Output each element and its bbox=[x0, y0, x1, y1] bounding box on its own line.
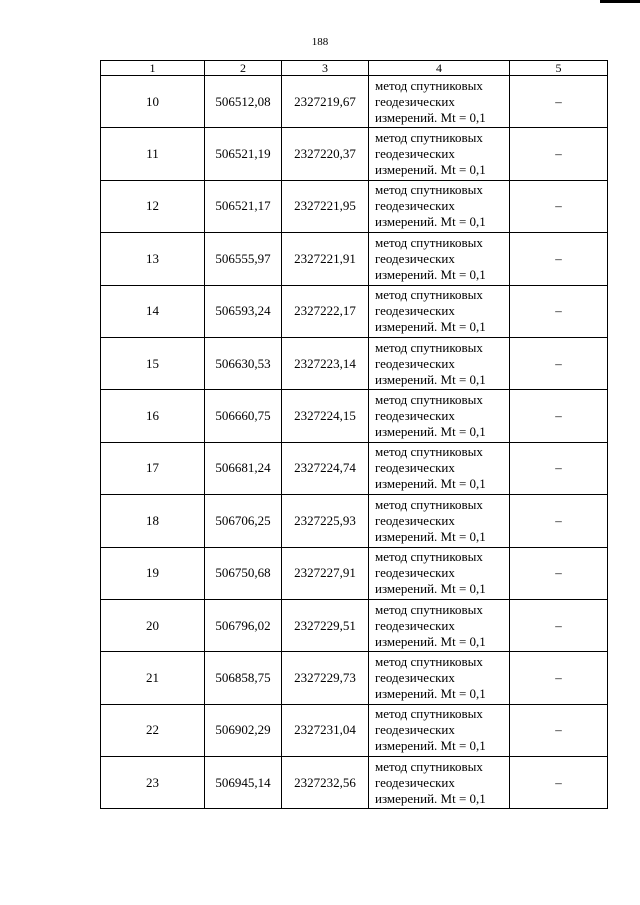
method-line: метод спутниковых bbox=[375, 77, 483, 93]
column-header: 3 bbox=[282, 61, 369, 76]
method-line: геодезических bbox=[375, 617, 455, 633]
method-line: геодезических bbox=[375, 93, 455, 109]
x-coordinate-cell: 506630,53 bbox=[205, 337, 282, 389]
method-line: геодезических bbox=[375, 512, 455, 528]
column-header: 4 bbox=[369, 61, 510, 76]
method-line: измерений. Mt = 0,1 bbox=[375, 738, 486, 754]
x-coordinate-cell: 506521,19 bbox=[205, 128, 282, 180]
method-cell bbox=[369, 495, 510, 547]
method-cell bbox=[369, 285, 510, 337]
table-row bbox=[101, 757, 608, 809]
method-line: измерений. Mt = 0,1 bbox=[375, 162, 486, 178]
method-line: метод спутниковых bbox=[375, 601, 483, 617]
method-cell bbox=[369, 180, 510, 232]
point-number-cell: 12 bbox=[101, 180, 205, 232]
x-coordinate-cell: 506681,24 bbox=[205, 442, 282, 494]
method-cell bbox=[369, 757, 510, 809]
y-coordinate-cell: 2327224,15 bbox=[282, 390, 369, 442]
point-number-cell: 16 bbox=[101, 390, 205, 442]
y-coordinate-cell: 2327221,91 bbox=[282, 233, 369, 285]
point-number-cell: 11 bbox=[101, 128, 205, 180]
method-line: геодезических bbox=[375, 303, 455, 319]
y-coordinate-cell: 2327231,04 bbox=[282, 704, 369, 756]
corner-mark bbox=[600, 0, 640, 3]
note-cell: – bbox=[510, 704, 608, 756]
table-row bbox=[101, 652, 608, 704]
table-row bbox=[101, 337, 608, 389]
method-line: геодезических bbox=[375, 669, 455, 685]
point-number-cell: 14 bbox=[101, 285, 205, 337]
point-number-cell: 18 bbox=[101, 495, 205, 547]
x-coordinate-cell: 506706,25 bbox=[205, 495, 282, 547]
method-line: метод спутниковых bbox=[375, 182, 483, 198]
table-row bbox=[101, 495, 608, 547]
x-coordinate-cell: 506796,02 bbox=[205, 599, 282, 651]
method-line: измерений. Mt = 0,1 bbox=[375, 790, 486, 806]
method-cell bbox=[369, 233, 510, 285]
y-coordinate-cell: 2327227,91 bbox=[282, 547, 369, 599]
method-line: метод спутниковых bbox=[375, 496, 483, 512]
method-line: измерений. Mt = 0,1 bbox=[375, 685, 486, 701]
table-row bbox=[101, 442, 608, 494]
method-line: измерений. Mt = 0,1 bbox=[375, 371, 486, 387]
x-coordinate-cell: 506750,68 bbox=[205, 547, 282, 599]
table-body bbox=[101, 76, 608, 809]
method-line: метод спутниковых bbox=[375, 130, 483, 146]
y-coordinate-cell: 2327229,73 bbox=[282, 652, 369, 704]
method-line: измерений. Mt = 0,1 bbox=[375, 214, 486, 230]
y-coordinate-cell: 2327223,14 bbox=[282, 337, 369, 389]
method-line: метод спутниковых bbox=[375, 234, 483, 250]
x-coordinate-cell: 506902,29 bbox=[205, 704, 282, 756]
y-coordinate-cell: 2327220,37 bbox=[282, 128, 369, 180]
y-coordinate-cell: 2327224,74 bbox=[282, 442, 369, 494]
table-row bbox=[101, 390, 608, 442]
method-line: геодезических bbox=[375, 774, 455, 790]
x-coordinate-cell: 506945,14 bbox=[205, 757, 282, 809]
method-line: измерений. Mt = 0,1 bbox=[375, 476, 486, 492]
page-number: 188 bbox=[311, 36, 329, 48]
point-number-cell: 13 bbox=[101, 233, 205, 285]
method-cell bbox=[369, 390, 510, 442]
note-cell: – bbox=[510, 599, 608, 651]
method-line: метод спутниковых bbox=[375, 653, 483, 669]
table-row bbox=[101, 704, 608, 756]
table-row bbox=[101, 180, 608, 232]
method-cell bbox=[369, 599, 510, 651]
method-line: геодезических bbox=[375, 408, 455, 424]
point-number-cell: 20 bbox=[101, 599, 205, 651]
note-cell: – bbox=[510, 233, 608, 285]
note-cell: – bbox=[510, 757, 608, 809]
method-line: измерений. Mt = 0,1 bbox=[375, 266, 486, 282]
note-cell: – bbox=[510, 128, 608, 180]
column-header: 1 bbox=[101, 61, 205, 76]
x-coordinate-cell: 506858,75 bbox=[205, 652, 282, 704]
method-line: геодезических bbox=[375, 250, 455, 266]
method-line: геодезических bbox=[375, 460, 455, 476]
method-line: метод спутниковых bbox=[375, 287, 483, 303]
y-coordinate-cell: 2327219,67 bbox=[282, 76, 369, 128]
method-cell bbox=[369, 442, 510, 494]
table-row bbox=[101, 285, 608, 337]
table-header-row bbox=[101, 61, 608, 76]
table-row bbox=[101, 547, 608, 599]
method-line: метод спутниковых bbox=[375, 758, 483, 774]
table-row bbox=[101, 128, 608, 180]
method-line: метод спутниковых bbox=[375, 444, 483, 460]
method-line: геодезических bbox=[375, 565, 455, 581]
x-coordinate-cell: 506593,24 bbox=[205, 285, 282, 337]
x-coordinate-cell: 506555,97 bbox=[205, 233, 282, 285]
note-cell: – bbox=[510, 442, 608, 494]
method-line: измерений. Mt = 0,1 bbox=[375, 581, 486, 597]
note-cell: – bbox=[510, 390, 608, 442]
method-line: измерений. Mt = 0,1 bbox=[375, 319, 486, 335]
point-number-cell: 19 bbox=[101, 547, 205, 599]
table-row bbox=[101, 599, 608, 651]
method-line: метод спутниковых bbox=[375, 706, 483, 722]
note-cell: – bbox=[510, 495, 608, 547]
y-coordinate-cell: 2327222,17 bbox=[282, 285, 369, 337]
x-coordinate-cell: 506660,75 bbox=[205, 390, 282, 442]
note-cell: – bbox=[510, 76, 608, 128]
y-coordinate-cell: 2327229,51 bbox=[282, 599, 369, 651]
method-line: геодезических bbox=[375, 722, 455, 738]
table-row bbox=[101, 76, 608, 128]
point-number-cell: 10 bbox=[101, 76, 205, 128]
method-line: измерений. Mt = 0,1 bbox=[375, 424, 486, 440]
y-coordinate-cell: 2327232,56 bbox=[282, 757, 369, 809]
y-coordinate-cell: 2327221,95 bbox=[282, 180, 369, 232]
method-line: геодезических bbox=[375, 355, 455, 371]
x-coordinate-cell: 506512,08 bbox=[205, 76, 282, 128]
method-cell bbox=[369, 76, 510, 128]
note-cell: – bbox=[510, 285, 608, 337]
x-coordinate-cell: 506521,17 bbox=[205, 180, 282, 232]
method-cell bbox=[369, 337, 510, 389]
point-number-cell: 23 bbox=[101, 757, 205, 809]
y-coordinate-cell: 2327225,93 bbox=[282, 495, 369, 547]
point-number-cell: 17 bbox=[101, 442, 205, 494]
coordinates-table bbox=[100, 60, 608, 809]
point-number-cell: 21 bbox=[101, 652, 205, 704]
note-cell: – bbox=[510, 547, 608, 599]
note-cell: – bbox=[510, 652, 608, 704]
method-line: метод спутниковых bbox=[375, 339, 483, 355]
method-cell bbox=[369, 547, 510, 599]
table-row bbox=[101, 233, 608, 285]
method-cell bbox=[369, 704, 510, 756]
point-number-cell: 22 bbox=[101, 704, 205, 756]
method-cell bbox=[369, 652, 510, 704]
column-header: 2 bbox=[205, 61, 282, 76]
point-number-cell: 15 bbox=[101, 337, 205, 389]
method-line: метод спутниковых bbox=[375, 549, 483, 565]
method-line: метод спутниковых bbox=[375, 392, 483, 408]
method-line: измерений. Mt = 0,1 bbox=[375, 109, 486, 125]
method-line: измерений. Mt = 0,1 bbox=[375, 528, 486, 544]
note-cell: – bbox=[510, 337, 608, 389]
method-line: геодезических bbox=[375, 198, 455, 214]
note-cell: – bbox=[510, 180, 608, 232]
method-cell bbox=[369, 128, 510, 180]
column-header: 5 bbox=[510, 61, 608, 76]
method-line: измерений. Mt = 0,1 bbox=[375, 633, 486, 649]
method-line: геодезических bbox=[375, 146, 455, 162]
